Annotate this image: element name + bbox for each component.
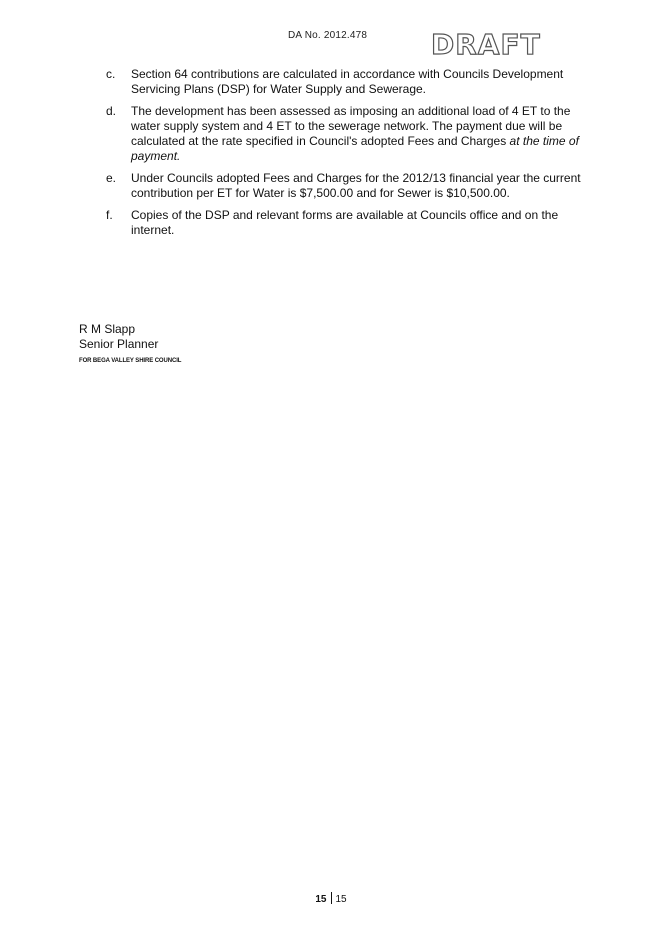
list-item	[106, 208, 586, 238]
page-number: 15	[315, 894, 327, 905]
draft-stamp: DRAFT	[431, 28, 541, 61]
item-text: Copies of the DSP and relevant forms are available at Councils office and on the internet.	[131, 208, 559, 237]
list-item	[106, 67, 586, 97]
item-text-wrapper	[131, 104, 586, 164]
page-total: 15	[335, 894, 347, 905]
signatory-name: R M Slapp	[79, 322, 136, 336]
list-item	[106, 171, 586, 201]
item-letter: c.	[106, 67, 116, 81]
item-text-italic: at the time of payment.	[131, 134, 579, 163]
page-footer	[0, 892, 662, 905]
council-name: FOR BEGA VALLEY SHIRE COUNCIL	[79, 358, 182, 364]
conditions-list	[106, 67, 586, 245]
item-letter: e.	[106, 171, 117, 185]
signatory-title: Senior Planner	[79, 337, 159, 351]
item-letter: f.	[106, 208, 113, 222]
item-letter: d.	[106, 104, 117, 118]
item-text: Under Councils adopted Fees and Charges for the 2012/13 financial year the current contribution per ET for Water is $7,500.00 and for Sewer is $10,500.00.	[131, 171, 581, 200]
page-separator	[331, 892, 332, 904]
document-reference: DA No. 2012.478	[288, 30, 368, 41]
item-text: Section 64 contributions are calculated in accordance with Councils Development Servicing Plans (DSP) for Water Supply and Sewerage.	[131, 67, 564, 96]
item-text: The development has been assessed as imposing an additional load of 4 ET to the water supply system and 4 ET to the sewerage network. The payment due will be calculated at the rate specified in Council's adopted Fees and Charges	[131, 104, 571, 148]
signature-block	[79, 322, 181, 369]
list-item	[106, 104, 586, 164]
